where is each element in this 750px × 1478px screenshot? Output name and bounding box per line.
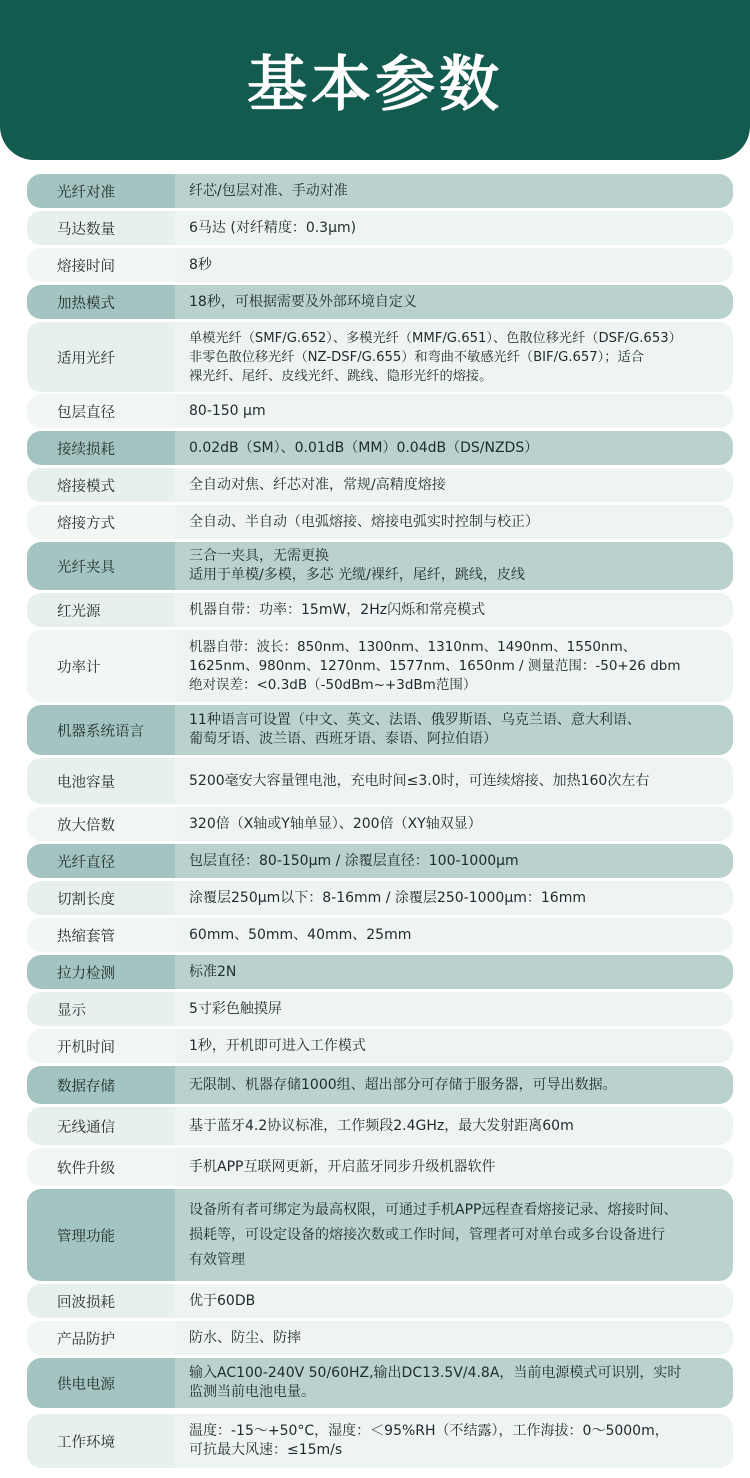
spec-value: 1秒，开机即可进入工作模式 (189, 1037, 366, 1054)
spec-value: 无限制、机器存储1000组、超出部分可存储于服务器，可导出数据。 (189, 1076, 617, 1093)
spec-row (27, 844, 733, 878)
spec-value: 优于60DB (189, 1292, 256, 1309)
spec-row (27, 211, 733, 245)
spec-row (27, 1414, 733, 1468)
spec-label: 回波损耗 (57, 1294, 115, 1311)
spec-label: 管理功能 (57, 1228, 115, 1245)
spec-value: 11种语言可设置（中文、英文、法语、俄罗斯语、乌克兰语、意大利语、 葡萄牙语、波兰语、西班牙语、泰语、阿拉伯语） (189, 712, 641, 747)
spec-value: 三合一夹具，无需更换 适用于单模/多模，多芯 光缆/裸纤，尾纤，跳线，皮线 (189, 548, 525, 583)
spec-row (27, 758, 733, 804)
spec-value: 温度：-15～+50°C，湿度：＜95%RH（不结露），工作海拔：0～5000m， 可抗最大风速：≤15m/s (189, 1423, 669, 1458)
spec-row (27, 505, 733, 539)
spec-label: 光纤夹具 (57, 559, 115, 576)
spec-label: 熔接模式 (57, 478, 115, 495)
spec-row (27, 918, 733, 952)
spec-label: 无线通信 (57, 1119, 115, 1136)
spec-value: 单模光纤（SMF/G.652）、多模光纤（MMF/G.651）、色散位移光纤（DSF/G.653） 非零色散位移光纤（NZ-DSF/G.655）和弯曲不敏感光纤（BIF/G.657）；适合 裸光纤、尾纤、皮线光纤、跳线、隐形光纤的熔接。 (189, 330, 682, 384)
spec-label: 适用光纤 (57, 350, 115, 367)
spec-row (27, 630, 733, 702)
spec-label: 热缩套管 (57, 928, 115, 945)
spec-value: 基于蓝牙4.2协议标准，工作频段2.4GHz，最大发射距离60m (189, 1117, 574, 1134)
spec-row (27, 1029, 733, 1063)
spec-value: 18秒，可根据需要及外部环境自定义 (189, 293, 417, 310)
spec-value: 机器自带：波长：850nm、1300nm、1310nm、1490nm、1550nm、 1625nm、980nm、1270nm、1577nm、1650nm / 测量范围：-50+26 dbm 绝对误差：<0.3dB（-50dBm~+3dBm范围） (189, 638, 681, 693)
spec-row (27, 431, 733, 465)
spec-value: 6马达 (对纤精度：0.3μm) (189, 219, 357, 236)
spec-row (27, 248, 733, 282)
spec-row (27, 174, 733, 208)
spec-row (27, 1066, 733, 1104)
spec-label: 加热模式 (57, 295, 115, 312)
spec-label: 光纤直径 (57, 854, 115, 871)
spec-value: 防水、防尘、防摔 (189, 1329, 301, 1346)
spec-row (27, 1189, 733, 1281)
spec-row (27, 1321, 733, 1355)
spec-value: 5寸彩色触摸屏 (189, 1000, 282, 1017)
spec-row (27, 1358, 733, 1408)
spec-row (27, 992, 733, 1026)
spec-label: 接续损耗 (57, 441, 115, 458)
spec-value: 纤芯/包层对准、手动对准 (189, 182, 348, 199)
spec-label: 光纤对准 (57, 184, 115, 201)
spec-label: 放大倍数 (57, 817, 115, 834)
spec-label: 数据存储 (57, 1078, 115, 1095)
spec-value: 5200毫安大容量锂电池，充电时间≤3.0时，可连续熔接、加热160次左右 (189, 772, 650, 789)
spec-row (27, 807, 733, 841)
spec-value: 全自动对焦、纤芯对准，常规/高精度熔接 (189, 476, 446, 493)
spec-label: 切割长度 (57, 891, 115, 908)
spec-value: 机器自带：功率：15mW，2Hz闪烁和常亮模式 (189, 601, 486, 618)
page-header (0, 0, 750, 160)
spec-row (27, 593, 733, 627)
spec-label: 马达数量 (57, 221, 115, 238)
spec-value: 手机APP互联网更新，开启蓝牙同步升级机器软件 (189, 1158, 496, 1175)
spec-label: 供电电源 (57, 1376, 115, 1393)
spec-label: 开机时间 (57, 1039, 115, 1056)
spec-row (27, 322, 733, 392)
spec-row (27, 955, 733, 989)
spec-row (27, 1284, 733, 1318)
spec-label: 电池容量 (57, 774, 115, 791)
spec-label: 熔接方式 (57, 515, 115, 532)
spec-value: 输入AC100-240V 50/60HZ,输出DC13.5V/4.8A，当前电源模式可识别，实时 监测当前电池电量。 (189, 1365, 682, 1400)
spec-value: 80-150 μm (189, 402, 266, 419)
spec-value: 设备所有者可绑定为最高权限，可通过手机APP远程查看熔接记录、熔接时间、 损耗等，可设定设备的熔接次数或工作时间，管理者可对单台或多台设备进行 有效管理 (189, 1201, 678, 1268)
spec-value: 60mm、50mm、40mm、25mm (189, 926, 412, 943)
spec-value: 320倍（X轴或Y轴单显）、200倍（XY轴双显） (189, 815, 482, 832)
spec-label: 红光源 (57, 603, 101, 620)
spec-row (27, 1107, 733, 1145)
spec-label: 工作环境 (57, 1434, 115, 1451)
spec-row (27, 468, 733, 502)
spec-row (27, 705, 733, 755)
spec-value: 8秒 (189, 256, 212, 273)
spec-label: 软件升级 (57, 1160, 115, 1177)
spec-row (27, 1148, 733, 1186)
spec-label: 熔接时间 (57, 258, 115, 275)
spec-value: 包层直径：80-150μm / 涂覆层直径：100-1000μm (189, 852, 519, 869)
spec-label: 拉力检测 (57, 965, 115, 982)
spec-value: 全自动、半自动（电弧熔接、熔接电弧实时控制与校正） (189, 513, 539, 530)
spec-label: 包层直径 (57, 404, 115, 421)
spec-row (27, 881, 733, 915)
spec-value: 标准2N (189, 963, 237, 980)
spec-label: 机器系统语言 (57, 723, 144, 740)
spec-value: 0.02dB（SM）、0.01dB（MM）0.04dB（DS/NZDS） (189, 439, 539, 456)
spec-label: 显示 (57, 1002, 86, 1019)
spec-value: 涂覆层250μm以下：8-16mm / 涂覆层250-1000μm：16mm (189, 889, 586, 906)
spec-label: 产品防护 (57, 1331, 115, 1348)
spec-row (27, 285, 733, 319)
page-title: 基本参数 (247, 50, 503, 120)
spec-label: 功率计 (57, 659, 101, 676)
spec-row (27, 542, 733, 590)
spec-row (27, 394, 733, 428)
